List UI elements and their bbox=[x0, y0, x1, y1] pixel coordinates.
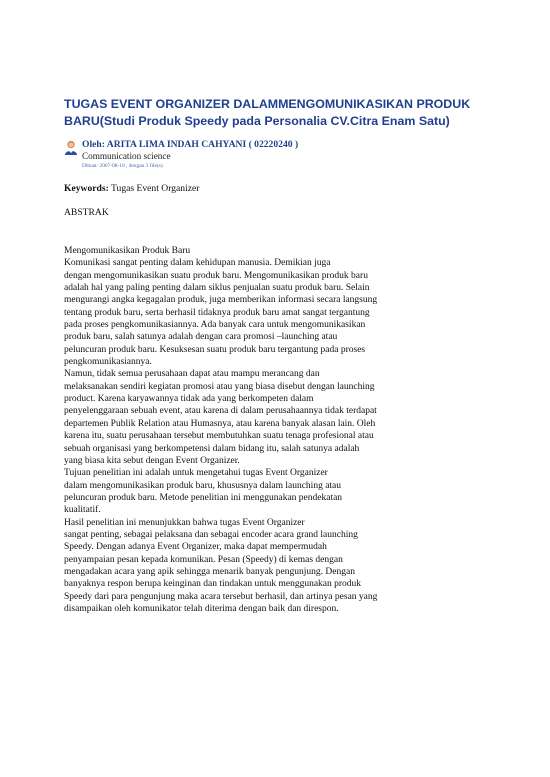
body-line: pengkomunikasiannya. bbox=[64, 357, 152, 368]
user-avatar-icon bbox=[64, 140, 78, 155]
body-line: Komunikasi sangat penting dalam kehidupan manusia. Demikian juga bbox=[64, 258, 331, 269]
body-line: product. Karena karyawannya tidak ada yang berkompeten dalam bbox=[64, 394, 314, 405]
body-line: penyampaian pesan kepada komunikan. Pesan (Speedy) di kemas dengan bbox=[64, 554, 343, 565]
body-line: Speedy dari para pengunjung maka acara tersebut berhasil, dan artinya pesan yang bbox=[64, 591, 378, 602]
body-line: mengadakan acara yang apik sehingga menarik banyak pengunjung. Dengan bbox=[64, 566, 355, 577]
body-line: peluncuran produk baru. Metode penelitian ini menggunakan pendekatan bbox=[64, 492, 343, 503]
body-line: banyaknya respon berupa keinginan dan tindakan untuk menggunakan produk bbox=[64, 579, 362, 590]
body-line: kualitatif. bbox=[64, 505, 101, 516]
body-line: tentang produk baru, serta berhasil tidaknya produk baru amat sangat tergantung bbox=[64, 307, 370, 318]
body-line: dalam mengomunikasikan produk baru, khususnya dalam launching atau bbox=[64, 480, 342, 491]
body-line: Tujuan penelitian ini adalah untuk mengetahui tugas Event Organizer bbox=[64, 468, 328, 479]
title-line-2: BARU(Studi Produk Speedy pada Personalia CV.Citra Enam Satu) bbox=[64, 114, 450, 128]
keywords bbox=[64, 183, 199, 195]
document-meta: Dibuat: 2007-08-10 , dengan 3 file(s). bbox=[82, 163, 164, 169]
body-line: penyelenggaraan sebuah event, atau karena di dalam perusahaannya tidak terdapat bbox=[64, 406, 377, 417]
body-line: peluncuran produk baru. Kesuksesan suatu produk baru tergantung pada proses bbox=[64, 344, 366, 355]
body-line: Mengomunikasikan Produk Baru bbox=[64, 246, 191, 256]
body-line: yang biasa kita sebut dengan Event Organizer. bbox=[64, 455, 240, 466]
body-line: Namun, tidak semua perusahaan dapat atau mampu merancang dan bbox=[64, 369, 320, 380]
title-line-1: TUGAS EVENT ORGANIZER DALAMMENGOMUNIKASIKAN PRODUK bbox=[64, 97, 471, 111]
body-line: produk baru, salah satunya adalah dengan cara promosi –launching atau bbox=[64, 332, 338, 343]
body-line: sangat penting, sebagai pelaksana dan sebagai encoder acara grand launching bbox=[64, 529, 358, 540]
abstract-heading: ABSTRAK bbox=[64, 207, 109, 218]
keywords-label: Keywords: bbox=[64, 183, 109, 194]
body-line: departemen Publik Relation atau Humasnya, atau karena banyak alasan lain. Oleh bbox=[64, 418, 376, 429]
body-line: dengan mengomunikasikan suatu produk baru. Mengomunikasikan produk baru bbox=[64, 270, 368, 281]
keywords-value: Tugas Event Organizer bbox=[111, 183, 200, 194]
body-line: mengurangi angka kegagalan produk, juga memberikan informasi secara langsung bbox=[64, 295, 378, 306]
body-line: Hasil penelitian ini menunjukkan bahwa tugas Event Organizer bbox=[64, 517, 305, 528]
body-line: Speedy. Dengan adanya Event Organizer, maka dapat mempermudah bbox=[64, 542, 327, 553]
body-line: sebuah organisasi yang berkompetensi dalam bidang itu, salah satunya adalah bbox=[64, 443, 360, 454]
body-line: melaksanakan sendiri kegiatan promosi atau yang biasa disebut dengan launching bbox=[64, 381, 375, 392]
author-affiliation: Communication science bbox=[82, 151, 171, 161]
abstract-body bbox=[64, 245, 504, 615]
body-line: disampaikan oleh komunikator telah diterima dengan baik dan direspon. bbox=[64, 603, 339, 614]
document-title bbox=[64, 96, 504, 130]
body-line: adalah hal yang paling penting dalam siklus penjualan suatu produk baru. Selain bbox=[64, 283, 370, 294]
body-line: karena itu, suatu perusahaan tersebut membutuhkan suatu tenaga profesional atau bbox=[64, 431, 374, 442]
body-line: pada proses pengkomunikasiannya. Ada banyak cara untuk mengomunikasikan bbox=[64, 320, 366, 331]
author-name[interactable]: Oleh: ARITA LIMA INDAH CAHYANI ( 02220240 ) bbox=[82, 139, 299, 150]
